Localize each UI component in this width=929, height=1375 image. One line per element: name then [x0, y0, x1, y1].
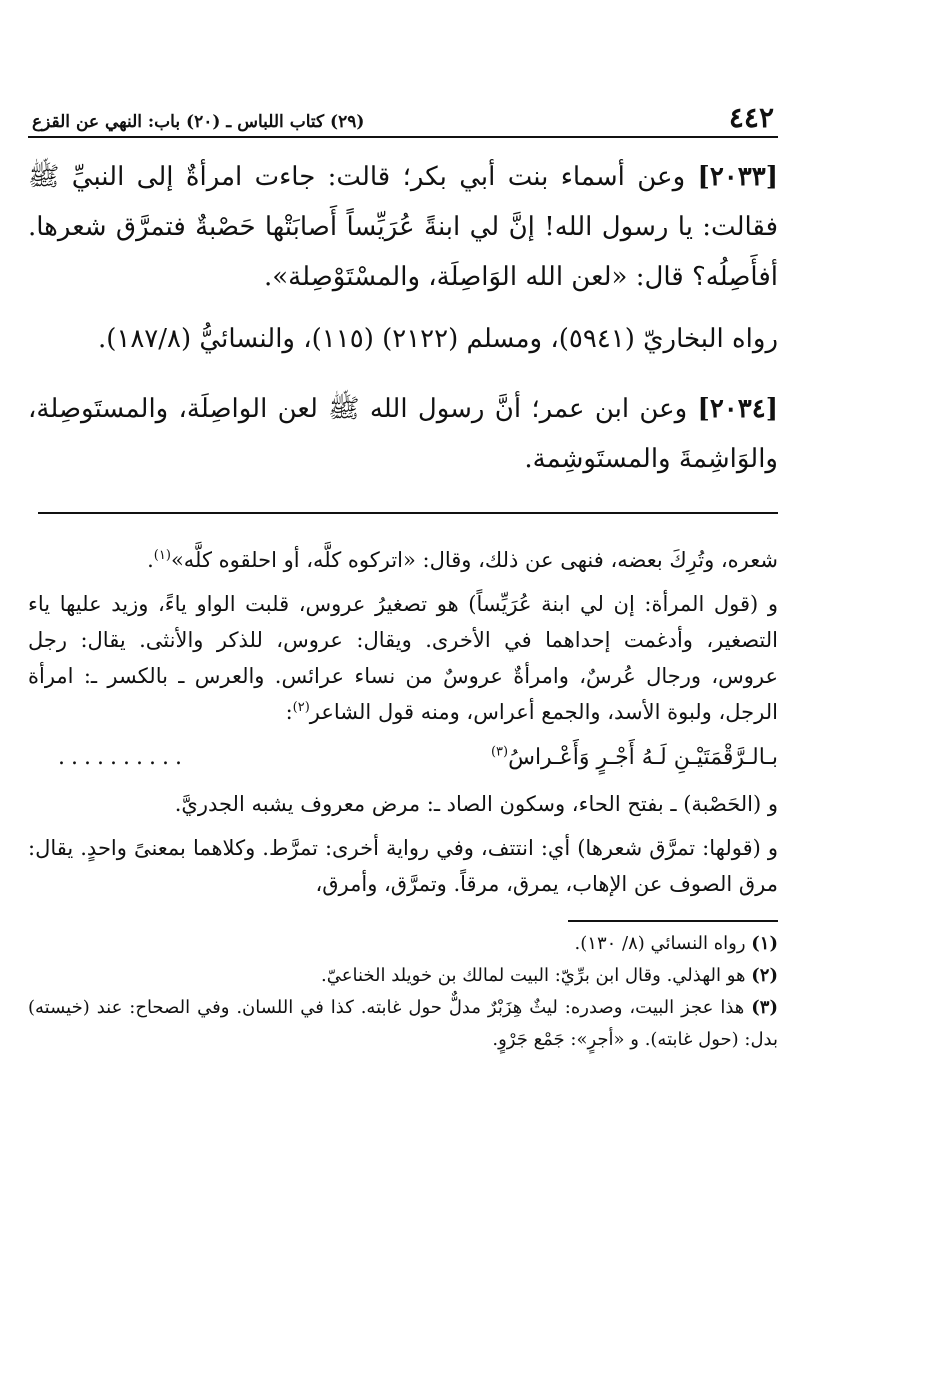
hadith-2033	[28, 152, 778, 302]
verse-ellipsis: ..........	[58, 745, 188, 770]
footnote-ref: (٣)	[490, 744, 509, 760]
page-header	[28, 96, 778, 138]
footnote-item	[28, 960, 778, 992]
verse-text	[491, 738, 778, 778]
footnotes	[28, 928, 778, 1056]
footnote-text: رواه النسائي (٨/ ١٣٠).	[574, 933, 746, 954]
commentary-paragraph: شعره، وتُرِكَ بعضه، فنهى عن ذلك، وقال: «اتركوه كلَّه، أو احلقوه كلَّه»$^{(١)}$.	[147, 548, 778, 572]
hadith-number: [٢٠٣٤]	[697, 394, 779, 424]
commentary-paragraph: و (قولها: تمرَّق شعرها) أي: انتتف، وفي رواية أخرى: تمرَّط. وكلاهما بمعنىً واحدٍ. يقال: مرق الصوف عن الإهاب، يمرق، مرقاً. وتمرَّق، وأمرق،	[28, 836, 778, 896]
verse-hemistich: بـالـرَّقْمَتَيْـنِ لَـهُ أَجْـرٍ وَأَعْـراسُ	[508, 745, 778, 770]
footnote-item	[28, 992, 778, 1056]
footnote-ref: (١)	[153, 548, 171, 563]
footnote-rule	[568, 920, 778, 922]
section-divider	[38, 512, 778, 514]
poetry-verse	[28, 738, 778, 778]
footnote-mark: (٣)	[751, 997, 778, 1018]
footnote-mark: (١)	[751, 933, 778, 954]
commentary-text: شعره، وتُرِكَ بعضه، فنهى عن ذلك، وقال: «اتركوه كلَّه، أو احلقوه كلَّه»	[170, 548, 778, 572]
hadith-2034	[28, 384, 778, 484]
commentary	[28, 542, 778, 902]
hadith-number: [٢٠٣٣]	[697, 162, 779, 192]
running-title: (٢٩) كتاب اللباس ـ (٢٠) باب: النهي عن القزع	[32, 112, 365, 132]
commentary-paragraph: و (الحَصْبة) ـ بفتح الحاء، وسكون الصاد ـ: مرض معروف يشبه الجدريَّ.	[174, 792, 778, 816]
page	[28, 96, 778, 1056]
hadith-text: وعن ابن عمر؛ أنَّ رسول الله ﷺ لعن الواصِلَة، والمستَوصِلة، والوَاشِمةَ والمستَوشِمة.	[28, 394, 778, 474]
footnote-text: هو الهذلي. وقال ابن برِّيّ: البيت لمالك بن خويلد الخناعيّ.	[321, 965, 746, 986]
footnote-ref: (٢)	[292, 700, 310, 715]
footnote-text: هذا عجز البيت، وصدره: ليثٌ هِزَبْرٌ مدلٌّ حول غابته. كذا في اللسان. وفي الصحاح: عند (خيسته) بدل: (حول غابته). و «أجرٍ»: جَمْع جَرْوٍ.	[28, 997, 778, 1050]
commentary-paragraph	[28, 586, 778, 730]
hadith-text: وعن أسماء بنت أبي بكر؛ قالت: جاءت امرأةٌ إلى النبيِّ ﷺ فقالت: يا رسول الله! إنَّ لي ابنةً عُرَيِّساً أَصابَتْها حَصْبةٌ فتمرَّق شعرها. أفأَصِلُه؟ قال: «لعن الله الوَاصِلَة، والمسْتَوْصِلة».	[28, 162, 778, 292]
hadith-2033-takhrij: رواه البخاريّ (٥٩٤١)، ومسلم (٢١٢٢) (١١٥)، والنسائيُّ (١٨٧/٨).	[97, 324, 778, 354]
commentary-text: و (قول المرأة: إن لي ابنة عُرَيِّساً) هو تصغيرُ عروس، قلبت الواو ياءً، وزيد عليها ياء التصغير، وأدغمت إحداهما في الأخرى. ويقال: عروس، للذكر والأنثى. يقال: رجل عروس، ورجال عُرسٌ، وامرأةٌ عروسٌ من نساء عرائس. والعرس ـ بالكسر ـ: امرأة الرجل، ولبوة الأسد، والجمع أعراس، ومنه قول الشاعر	[28, 592, 778, 724]
footnote-item	[28, 928, 778, 960]
footnote-mark: (٢)	[751, 965, 778, 986]
punctuation: :	[285, 700, 293, 724]
page-number: ٤٤٢	[728, 101, 774, 134]
